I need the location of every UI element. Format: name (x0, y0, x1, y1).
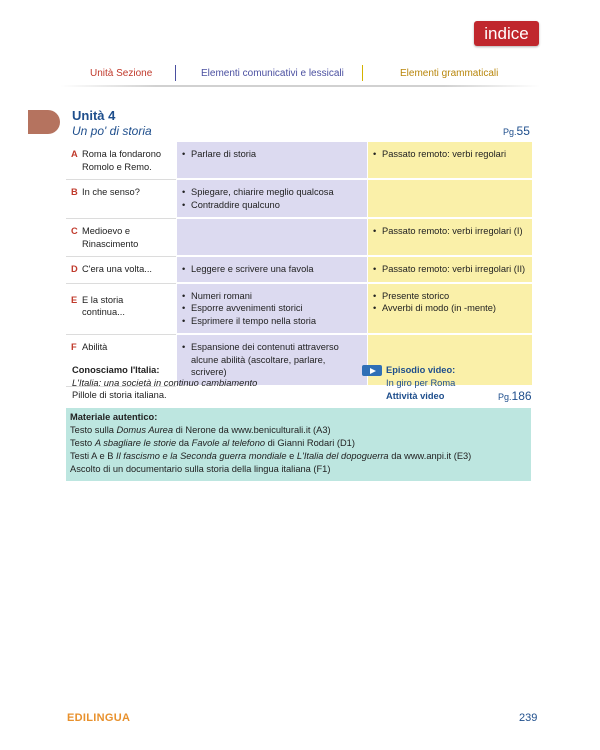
comunicativi-cell (176, 257, 367, 284)
section-letter: A (71, 149, 78, 159)
comunicativi-item: • Esprimere il tempo nella storia (182, 315, 362, 328)
section-label: C'era una volta... (82, 264, 152, 274)
header-separator (175, 65, 176, 81)
grammaticali-item: • Presente storico (373, 290, 527, 303)
header-elementi-grammaticali: Elementi grammaticali (400, 68, 499, 79)
page-number: 55 (516, 124, 530, 138)
unit-title: Unità 4 (72, 108, 116, 123)
comunicativi-item: • Esporre avvenimenti storici (182, 302, 362, 315)
section-label: In che senso? (82, 187, 140, 197)
materiale-text: Testo (70, 438, 95, 448)
section-letter: E (71, 294, 78, 305)
grammaticali-item: • Passato remoto: verbi irregolari (I) (373, 225, 527, 238)
grammaticali-item: • Passato remoto: verbi irregolari (II) (373, 263, 527, 276)
section-label-cell (66, 219, 176, 257)
section-row (66, 219, 532, 257)
materiale-text: Testo sulla (70, 425, 117, 435)
unit-marker (28, 110, 60, 134)
video-page-ref[interactable] (498, 389, 532, 403)
header-separator (362, 65, 363, 81)
section-label-cell (66, 284, 176, 336)
materiale-work-title: Il fascismo e la Seconda guerra mondiale (116, 451, 287, 461)
comunicativi-item: • Espansione dei contenuti attraverso alcune abilità (ascoltare, parlare, scrivere) (182, 341, 362, 379)
edilingua-logo: EDILINGUA (67, 712, 131, 724)
grammaticali-item: • Passato remoto: verbi regolari (373, 148, 527, 161)
conosciamo-italia (72, 364, 257, 402)
materiale-work-title: Domus Aurea (116, 425, 174, 435)
header-divider (60, 85, 540, 87)
materiale-text: da (176, 438, 192, 448)
page-prefix: Pg. (503, 127, 517, 137)
header-elementi-comunicativi: Elementi comunicativi e lessicali (201, 68, 344, 79)
page-prefix: Pg. (498, 392, 512, 402)
section-label-cell (66, 142, 176, 180)
grammaticali-item: • Avverbi di modo (in -mente) (373, 302, 527, 315)
materiale-item: Ascolto di un documentario sulla storia della lingua italiana (F1) (70, 464, 331, 474)
page-number: 186 (511, 389, 532, 403)
comunicativi-item: • Parlare di storia (182, 148, 362, 161)
section-label-cell (66, 257, 176, 284)
materiale-text: Testi A e B (70, 451, 116, 461)
comunicativi-item: • Numeri romani (182, 290, 362, 303)
materiale-work-title: A sbagliare le storie (94, 438, 177, 448)
attivita-video[interactable]: Attività video (386, 391, 445, 401)
materiale-autentico-box (66, 408, 531, 481)
indice-tab[interactable]: indice (474, 21, 539, 46)
comunicativi-item: • Leggere e scrivere una favola (182, 263, 362, 276)
section-letter: B (71, 187, 78, 197)
comunicativi-item: • Spiegare, chiarire meglio qualcosa (182, 186, 362, 199)
materiale-title: Materiale autentico: (70, 412, 158, 422)
comunicativi-cell (176, 142, 367, 180)
materiale-work-title: L'Italia del dopoguerra (296, 451, 389, 461)
materiale-item (70, 450, 527, 463)
section-label: Medioevo e Rinascimento (82, 226, 139, 249)
grammaticali-cell (367, 257, 532, 284)
materiale-text: e (286, 451, 297, 461)
unit-page-ref[interactable] (503, 124, 530, 138)
comunicativi-item: • Contraddire qualcuno (182, 199, 362, 212)
grammaticali-cell (367, 284, 532, 336)
section-row (66, 180, 532, 219)
grammaticali-cell (367, 219, 532, 257)
episodio-video-title: Episodio video: (386, 365, 456, 375)
materiale-work-title: Favole al telefono (191, 438, 266, 448)
materiale-text: di Nerone da www.beniculturali.it (A3) (173, 425, 331, 435)
section-label-cell (66, 180, 176, 219)
conosciamo-text: Pillole di storia italiana. (72, 390, 167, 400)
video-play-icon[interactable] (362, 365, 382, 376)
section-letter: C (71, 226, 78, 236)
section-label: E la storia continua... (82, 294, 125, 317)
grammaticali-cell (367, 180, 532, 219)
page-number-footer: 239 (519, 712, 538, 724)
grammaticali-cell (367, 142, 532, 180)
unit-subtitle: Un po' di storia (72, 124, 152, 138)
materiale-text: da www.anpi.it (E3) (388, 451, 472, 461)
materiale-text: di Gianni Rodari (D1) (265, 438, 355, 448)
section-row (66, 257, 532, 284)
conosciamo-subtitle: L'Italia: una società in continuo cambiamento (72, 377, 258, 388)
section-label: Abilità (82, 342, 108, 352)
section-letter: F (71, 342, 77, 352)
materiale-item (70, 437, 527, 450)
section-label: Roma la fondarono Romolo e Remo. (82, 149, 162, 172)
comunicativi-cell (176, 180, 367, 219)
section-row (66, 284, 532, 336)
materiale-item (70, 424, 527, 437)
comunicativi-cell (176, 219, 367, 257)
comunicativi-cell (176, 284, 367, 336)
section-row (66, 142, 532, 180)
header-unita-sezione: Unità Sezione (90, 68, 153, 79)
section-letter: D (71, 264, 78, 274)
unit-sections-table (66, 142, 532, 387)
conosciamo-title: Conosciamo l'Italia: (72, 365, 160, 375)
episodio-video-name[interactable]: In giro per Roma (386, 378, 456, 388)
